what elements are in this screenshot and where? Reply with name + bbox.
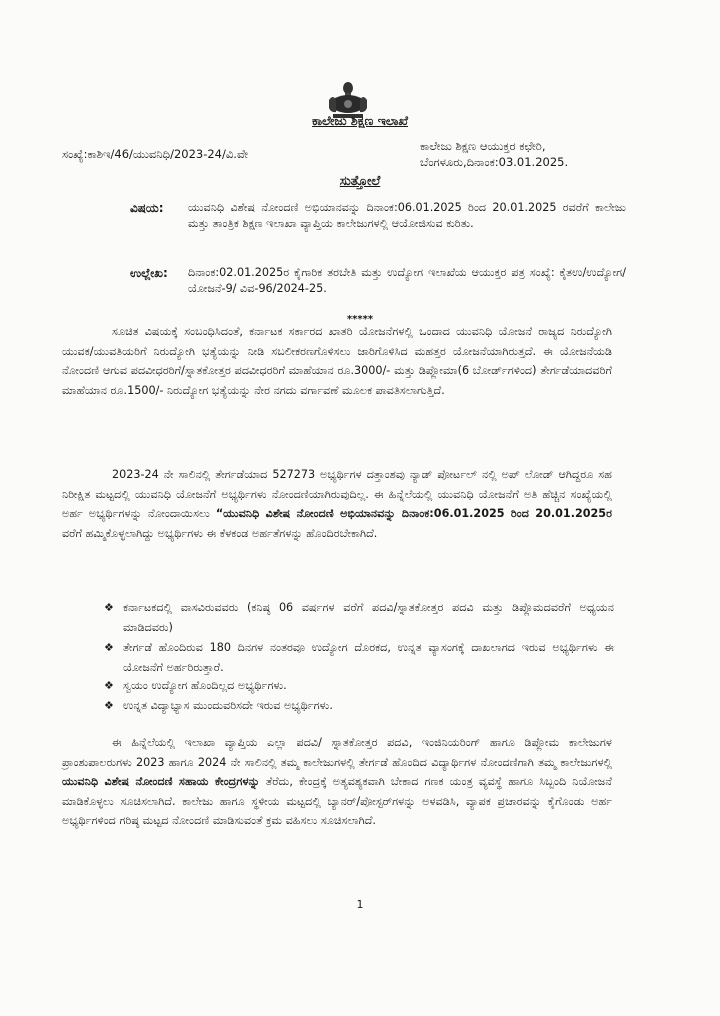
bullet-icon: ❖	[104, 679, 114, 692]
page-number: 1	[356, 898, 364, 911]
office-address	[420, 138, 616, 170]
bullet-icon: ❖	[104, 699, 114, 712]
subject-block	[130, 200, 626, 232]
paragraph-1: ಸೂಚಿತ ವಿಷಯಕ್ಕೆ ಸಂಬಂಧಿಸಿದಂತೆ, ಕರ್ನಾಟಕ ಸರ್ಕಾರದ ಖಾತರಿ ಯೋಜನೆಗಳಲ್ಲಿ ಒಂದಾದ ಯುವನಿಧಿ ಯೋಜನೆ ರಾಜ್ಯದ ನಿರುದ್ಯೋಗಿ ಯುವಕ/ಯುವತಿಯರಿಗೆ ನಿರುದ್ಯೋಗಿ ಭತ್ಯೆಯನ್ನು ನೀಡಿ ಸಬಲೀಕರಣಗೊಳಿಸಲು ಜಾರಿಗೊಳಿಸಿದ ಮಹತ್ತರ ಯೋಜನೆಯಾಗಿರುತ್ತದೆ. ಈ ಯೋಜನೆಯಡಿ ನೋಂದಣಿ ಆಗುವ ಪದವೀಧರರಿಗೆ/ಸ್ನಾತಕೋತ್ತರ ಪದವೀಧರರಿಗೆ ಮಾಹೆಯಾನ ರೂ.3000/- ಮತ್ತು ಡಿಪ್ಲೋಮಾ(6 ಬೋರ್ಡ್‌ಗಳಿಂದ) ತೇರ್ಗಡೆಯಾದವರಿಗೆ ಮಾಹೆಯಾನ ರೂ.1500/- ನಿರುದ್ಯೋಗ ಭತ್ಯೆಯನ್ನು ನೇರ ನಗದು ವರ್ಗಾವಣೆ ಮೂಲಕ ಪಾವತಿಸಲಾಗುತ್ತಿದೆ.	[62, 325, 612, 397]
paragraph-3	[62, 733, 612, 831]
paragraph-2-text: 2023-24 ನೇ ಸಾಲಿನಲ್ಲಿ ತೇರ್ಗಡೆಯಾದ 527273 ಅಭ್ಯರ್ಥಿಗಳ ದತ್ತಾಂಶವು ನ್ಯಾಡ್ ಪೋರ್ಟಲ್ ನಲ್ಲಿ ಅಪ್ ಲೋಡ್ ಆಗಿದ್ದರೂ ಸಹ ನಿರೀಕ್ಷಿತ ಮಟ್ಟದಲ್ಲಿ ಯುವನಿಧಿ ಯೋಜನೆಗೆ ಅಭ್ಯರ್ಥಿಗಳು ನೋಂದಣಿಯಾಗಿರುವುದಿಲ್ಲ. ಈ ಹಿನ್ನೆಲೆಯಲ್ಲಿ ಯುವನಿಧಿ ಯೋಜನೆಗೆ ಅತಿ ಹೆಚ್ಚಿನ ಸಂಖ್ಯೆಯಲ್ಲಿ ಅರ್ಹ ಅಭ್ಯರ್ಥಿಗಳನ್ನು ನೋಂದಾಯಿಸಲು	[62, 468, 612, 520]
paragraph-2	[62, 465, 612, 543]
reference-label: ಉಲ್ಲೇಖ:	[130, 266, 168, 280]
paragraph-3-text: ಈ ಹಿನ್ನೆಲೆಯಲ್ಲಿ ಇಲಾಖಾ ವ್ಯಾಪ್ತಿಯ ಎಲ್ಲಾ ಪದವಿ/ ಸ್ನಾತಕೋತ್ತರ ಪದವಿ, ಇಂಜಿನಿಯರಿಂಗ್ ಹಾಗೂ ಡಿಪ್ಲೋಮ ಕಾಲೇಜುಗಳ ಪ್ರಾಂಶುಪಾಲರುಗಳು 2023 ಹಾಗೂ 2024 ನೇ ಸಾಲಿನಲ್ಲಿ ತಮ್ಮ ಕಾಲೇಜುಗಳಲ್ಲಿ ತೇರ್ಗಡೆ ಹೊಂದಿದ ವಿದ್ಯಾರ್ಥಿಗಳ ನೋಂದಣಿಗಾಗಿ ತಮ್ಮ ಕಾಲೇಜುಗಳಲ್ಲಿ	[62, 736, 612, 769]
reference-text: ದಿನಾಂಕ:02.01.2025ರ ಕೈಗಾರಿಕ ತರಬೇತಿ ಮತ್ತು ಉದ್ಯೋಗ ಇಲಾಖೆಯ ಆಯುಕ್ತರ ಪತ್ರ ಸಂಖ್ಯೆ: ಕೈತಉ/ಉದ್ಯೋಗ/ಯೋಜನೆ-9/ ವಿವ-96/2024-25.	[188, 266, 626, 295]
subject-label: ವಿಷಯ:	[130, 201, 164, 215]
paragraph-2-text-end: ವರೆಗೆ ಹಮ್ಮಿಕೊಳ್ಳಲಾಗಿದ್ದು ಅಭ್ಯರ್ಥಿಗಳು ಈ ಕೆಳಕಂಡ ಅರ್ಹತೆಗಳನ್ನು ಹೊಂದಿರಬೇಕಾಗಿದೆ.	[62, 526, 378, 540]
paragraph-3-text-end: ತೆರೆದು, ಕೇಂದ್ರಕ್ಕೆ ಅತ್ಯವಶ್ಯಕವಾಗಿ ಬೇಕಾದ ಗಣಕ ಯಂತ್ರ ವ್ಯವಸ್ಥೆ ಹಾಗೂ ಸಿಬ್ಬಂದಿ ನಿಯೋಜನೆ ಮಾಡಿಕೊಳ್ಳಲು ಸೂಚಿಸಲಾಗಿದೆ. ಕಾಲೇಜು ಹಾಗೂ ಸ್ಥಳೀಯ ಮಟ್ಟದಲ್ಲಿ ಬ್ಯಾನರ್/ಪೋಸ್ಟರ್‌ಗಳನ್ನು ಅಳವಡಿಸಿ, ವ್ಯಾಪಕ ಪ್ರಚಾರವನ್ನು ಕೈಗೊಂಡು ಅರ್ಹ ಅಭ್ಯರ್ಥಿಗಳಿಂದ ಗರಿಷ್ಠ ಮಟ್ಟದ ನೋಂದಣಿ ಮಾಡಿಸುವಂತೆ ಕ್ರಮ ವಹಿಸಲು ಸೂಚಿಸಲಾಗಿದೆ.	[62, 775, 612, 827]
separator: *****	[346, 314, 374, 325]
paragraph-3-bold: ಯುವನಿಧಿ ವಿಶೇಷ ನೋಂದಣಿ ಸಹಾಯ ಕೇಂದ್ರಗಳನ್ನು	[62, 775, 260, 788]
bullet-icon: ❖	[104, 641, 114, 654]
circular-title: ಸುತ್ತೋಲೆ	[339, 174, 381, 189]
list-item-text: ತೇರ್ಗಡೆ ಹೊಂದಿರುವ 180 ದಿನಗಳ ನಂತರವೂ ಉದ್ಯೋಗ ದೊರಕದ, ಉನ್ನತ ವ್ಯಾಸಂಗಕ್ಕೆ ದಾಖಲಾಗದ ಇರುವ ಅಭ್ಯರ್ಥಿಗಳು ಈ ಯೋಜನೆಗೆ ಅರ್ಹರಿರುತ್ತಾರೆ.	[123, 641, 614, 674]
office-line-1: ಕಾಲೇಜು ಶಿಕ್ಷಣ ಆಯುಕ್ತರ ಕಛೇರಿ,	[420, 139, 546, 153]
office-date-line: ಬೆಂಗಳೂರು,ದಿನಾಂಕ:03.01.2025.	[420, 155, 569, 169]
list-item-text: ಸ್ವಯಂ ಉದ್ಯೋಗ ಹೊಂದಿಲ್ಲದ ಅಭ್ಯರ್ಥಿಗಳು.	[123, 679, 287, 692]
list-item-text: ಕರ್ನಾಟಕದಲ್ಲಿ ವಾಸವಿರುವವರು (ಕನಿಷ್ಠ 06 ವರ್ಷಗಳ ವರೆಗೆ ಪದವಿ/ಸ್ನಾತಕೋತ್ತರ ಪದವಿ ಮತ್ತು ಡಿಪ್ಲೊಮದವರೆಗೆ ಅಧ್ಯಯನ ಮಾಡಿದವರು)	[123, 601, 614, 634]
subject-text: ಯುವನಿಧಿ ವಿಶೇಷ ನೋಂದಣಿ ಅಭಿಯಾನವನ್ನು ದಿನಾಂಕ:06.01.2025 ರಿಂದ 20.01.2025 ರವರೆಗೆ ಕಾಲೇಜು ಮತ್ತು ತಾಂತ್ರಿಕ ಶಿಕ್ಷಣ ಇಲಾಖಾ ವ್ಯಾಪ್ತಿಯ ಕಾಲೇಜುಗಳಲ್ಲಿ ಆಯೋಜಿಸುವ ಕುರಿತು.	[188, 201, 626, 230]
list-item	[104, 638, 614, 677]
department-heading: ಕಾಲೇಜು ಶಿಕ್ಷಣ ಇಲಾಖೆ	[311, 113, 409, 128]
reference-block	[130, 265, 626, 297]
list-item	[104, 598, 614, 637]
list-item	[104, 676, 614, 696]
list-item	[104, 696, 614, 716]
paragraph-2-bold: “ಯುವನಿಧಿ ವಿಶೇಷ ನೋಂದಣಿ ಅಭಿಯಾನವನ್ನು ದಿನಾಂಕ:06.01.2025 ರಿಂದ 20.01.2025ರ	[215, 507, 612, 520]
bullet-icon: ❖	[104, 601, 114, 614]
reference-number: ಸಂಖ್ಯೆ:ಕಾಶಿಇ/46/ಯುವನಿಧಿ/2023-24/ವಿ.ವೇ	[62, 147, 249, 161]
list-item-text: ಉನ್ನತ ವಿದ್ಯಾಭ್ಯಾಸ ಮುಂದುವರಿಸದೇ ಇರುವ ಅಭ್ಯರ್ಥಿಗಳು.	[123, 699, 333, 712]
